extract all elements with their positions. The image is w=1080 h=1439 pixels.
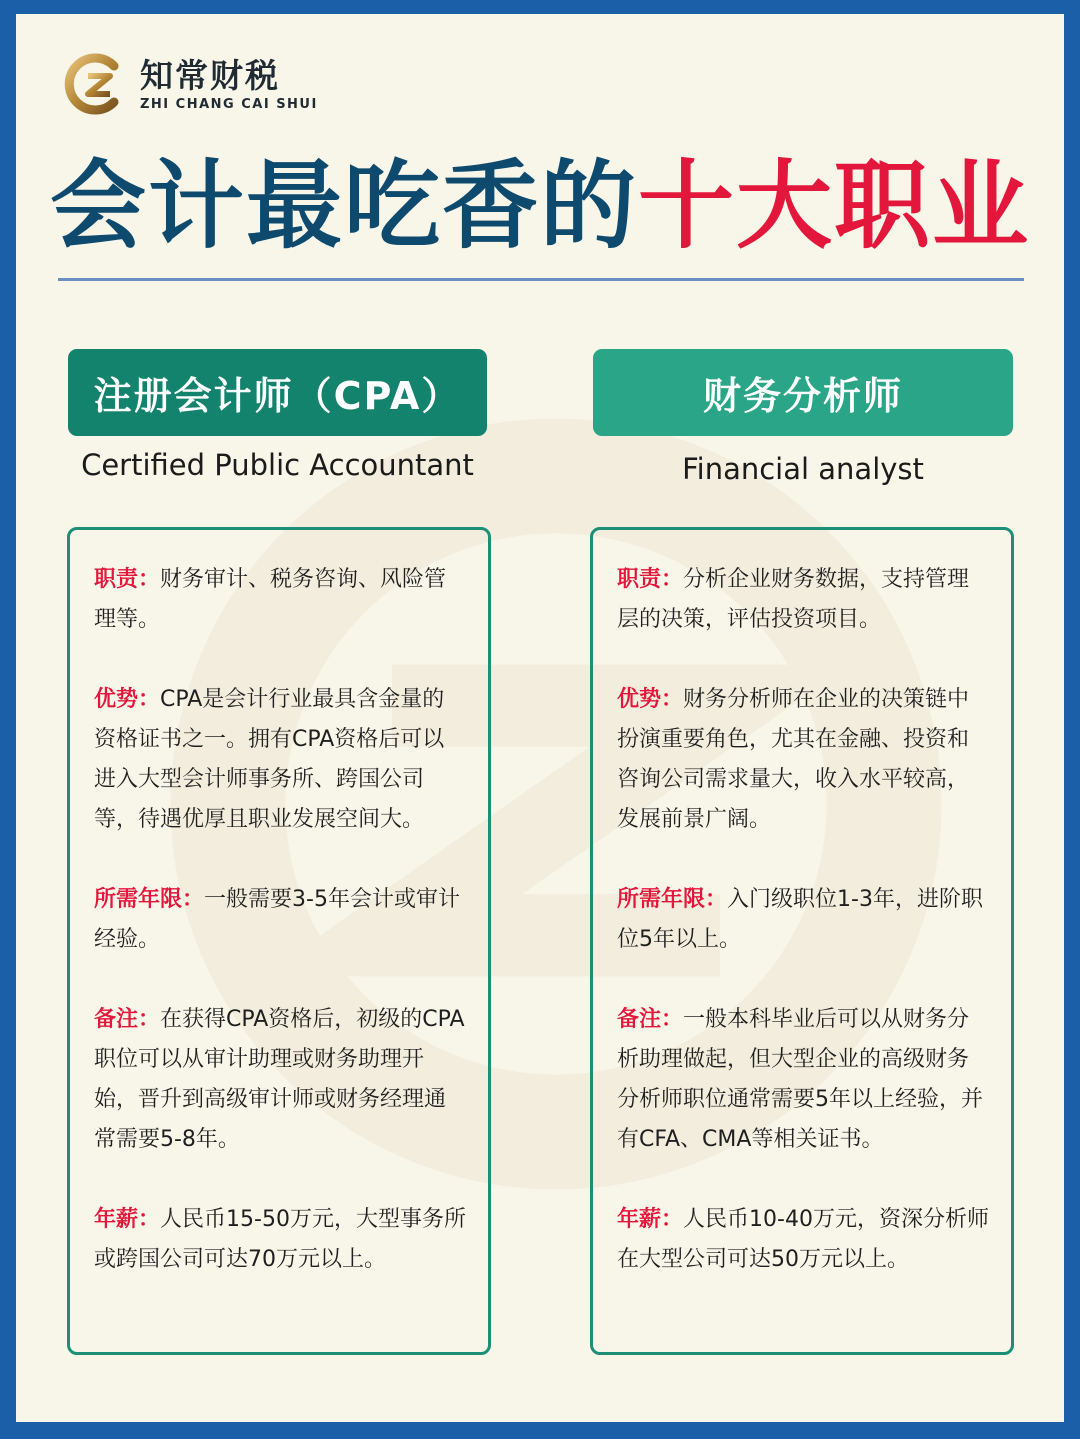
item-label: 备注： — [94, 1007, 161, 1032]
item-text: 财务分析师在企业的决策链中扮演重要角色，尤其在金融、投资和咨询公司需求量大，收入水平较高，发展前景广阔。 — [617, 687, 970, 832]
analyst-notes — [617, 1000, 989, 1160]
cpa-salary — [94, 1200, 466, 1280]
brand-logo — [64, 52, 318, 116]
analyst-duty — [617, 560, 989, 640]
analyst-english-name: Financial analyst — [682, 452, 924, 486]
cpa-header: 注册会计师（CPA） — [68, 349, 487, 436]
item-text: 财务审计、税务咨询、风险管理等。 — [94, 567, 447, 632]
cpa-card — [67, 527, 491, 1355]
item-text: CPA是会计行业最具含金量的资格证书之一。拥有CPA资格后可以进入大型会计师事务所、跨国公司等，待遇优厚且职业发展空间大。 — [94, 687, 445, 832]
item-label: 所需年限： — [617, 887, 728, 912]
title-divider — [58, 278, 1024, 281]
analyst-header: 财务分析师 — [593, 349, 1013, 436]
item-text: 分析企业财务数据，支持管理层的决策，评估投资项目。 — [617, 567, 970, 632]
analyst-advantage — [617, 680, 989, 840]
page-title — [16, 146, 1064, 266]
item-label: 备注： — [617, 1007, 684, 1032]
poster — [16, 14, 1064, 1422]
cpa-duty — [94, 560, 466, 640]
item-text: 一般需要3-5年会计或审计经验。 — [94, 887, 460, 952]
item-text: 入门级职位1-3年，进阶职位5年以上。 — [617, 887, 983, 952]
analyst-years — [617, 880, 989, 960]
item-label: 优势： — [94, 687, 161, 712]
analyst-salary — [617, 1200, 989, 1280]
brand-mark-icon — [64, 52, 128, 116]
item-text: 一般本科毕业后可以从财务分析助理做起，但大型企业的高级财务分析师职位通常需要5年以上经验，并有CFA、CMA等相关证书。 — [617, 1007, 983, 1152]
cpa-notes — [94, 1000, 466, 1160]
item-label: 职责： — [94, 567, 161, 592]
title-part-2: 十大职业 — [638, 150, 1030, 262]
item-label: 优势： — [617, 687, 684, 712]
cpa-years — [94, 880, 466, 960]
item-text: 在获得CPA资格后，初级的CPA职位可以从审计助理或财务助理开始，晋升到高级审计师或财务经理通常需要5-8年。 — [94, 1007, 465, 1152]
analyst-card — [590, 527, 1014, 1355]
item-label: 年薪： — [94, 1207, 161, 1232]
item-text: 人民币10-40万元，资深分析师在大型公司可达50万元以上。 — [617, 1207, 989, 1272]
cpa-advantage — [94, 680, 466, 840]
cpa-english-name: Certified Public Accountant — [81, 448, 474, 482]
item-label: 年薪： — [617, 1207, 684, 1232]
item-label: 所需年限： — [94, 887, 205, 912]
item-text: 人民币15-50万元，大型事务所或跨国公司可达70万元以上。 — [94, 1207, 466, 1272]
title-part-1: 会计最吃香的 — [50, 150, 638, 262]
item-label: 职责： — [617, 567, 684, 592]
brand-name-en: ZHI CHANG CAI SHUI — [140, 96, 318, 112]
brand-name-cn: 知常财税 — [140, 55, 280, 95]
